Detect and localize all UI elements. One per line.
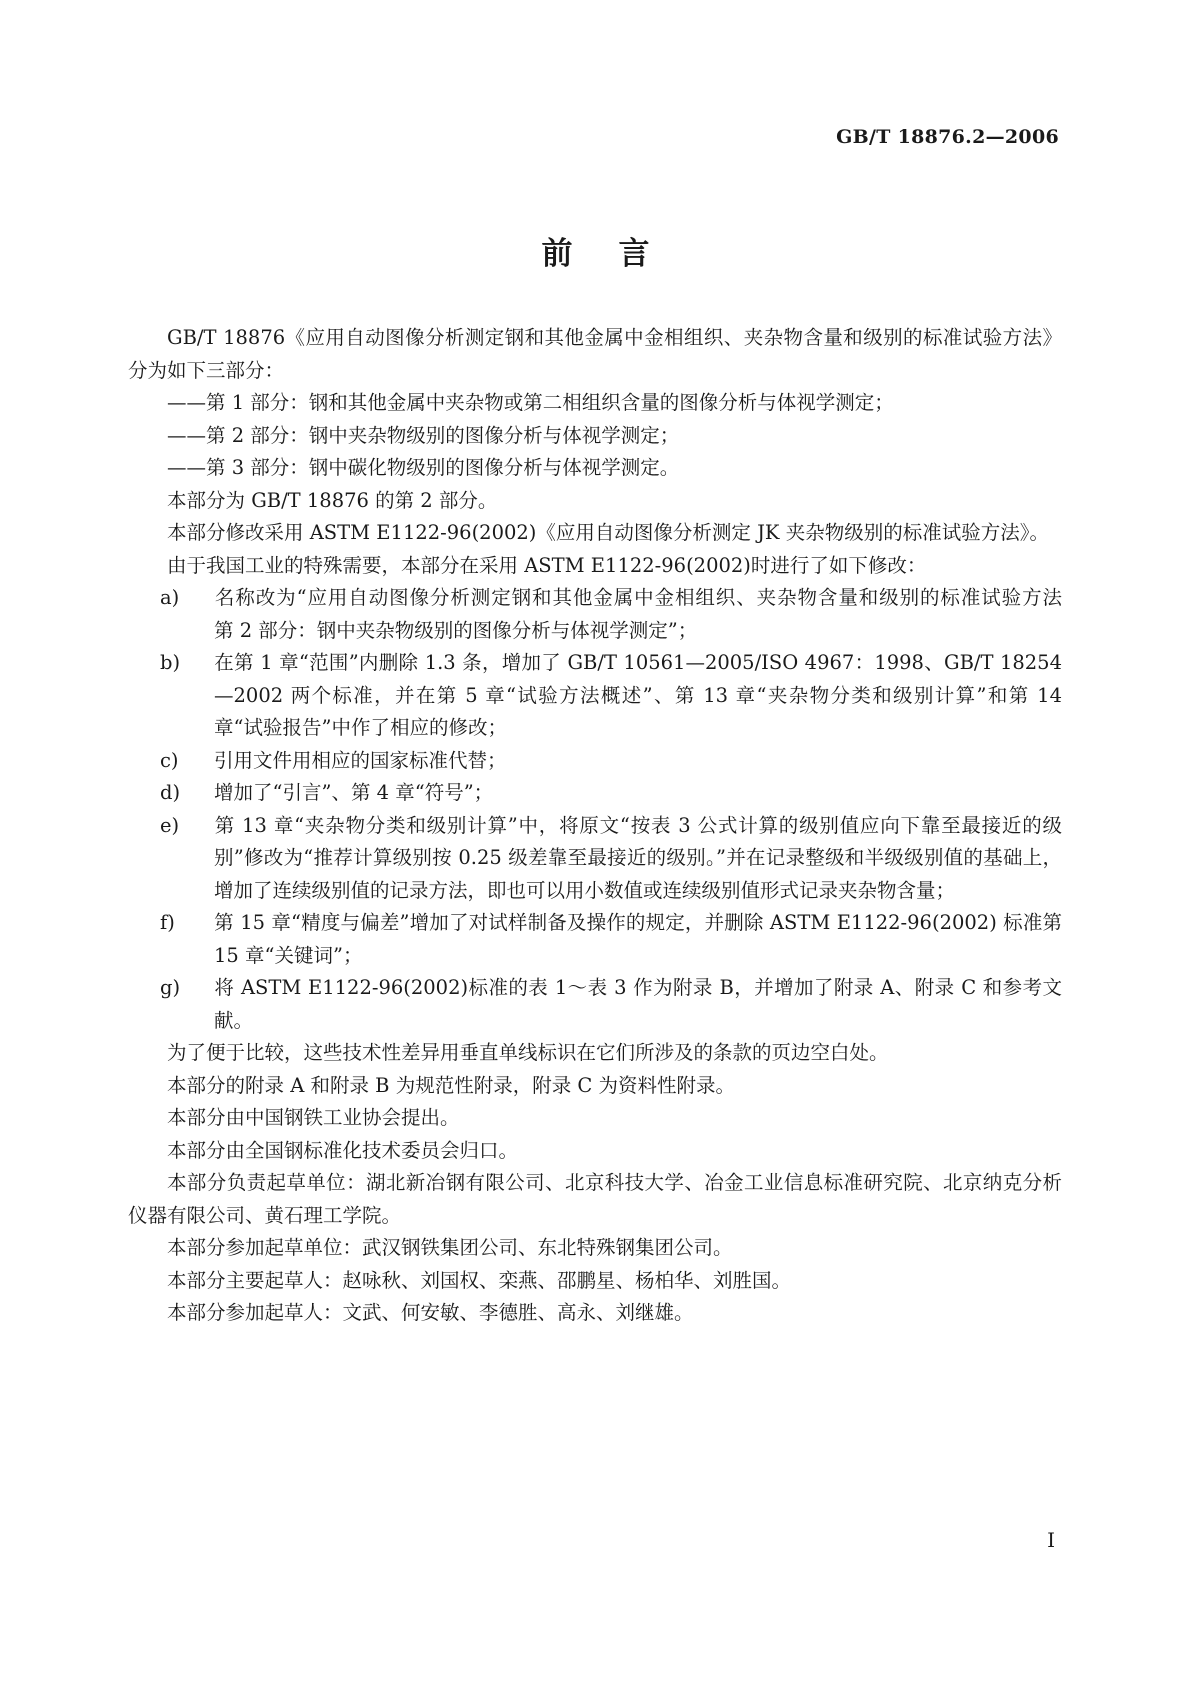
modification-item-b — [128, 647, 1062, 745]
paragraph-participating-units: 本部分参加起草单位：武汉钢铁集团公司、东北特殊钢集团公司。 — [167, 1236, 733, 1259]
item-label: b) — [160, 651, 181, 674]
item-text: 增加了“引言”、第 4 章“符号”； — [214, 781, 494, 804]
paragraph-main-drafters: 本部分主要起草人：赵咏秋、刘国权、栾燕、邵鹏星、杨柏华、刘胜国。 — [167, 1268, 792, 1292]
paragraph-participating-drafters: 本部分参加起草人：文武、何安敏、李德胜、高永、刘继雄。 — [167, 1301, 694, 1324]
paragraph-adoption: 本部分修改采用 ASTM E1122-96(2002)《应用自动图像分析测定 JK 夹杂物级别的标准试验方法》。 — [167, 521, 1049, 544]
item-text: 将 ASTM E1122-96(2002)标准的表 1～表 3 作为附录 B，并增加了附录 A、附录 C 和参考文献。 — [214, 976, 1062, 1032]
paragraph-margin-marks: 为了便于比较，这些技术性差异用垂直单线标识在它们所涉及的条款的页边空白处。 — [167, 1041, 889, 1064]
item-text: 引用文件用相应的国家标准代替； — [214, 748, 507, 772]
modification-item-d — [128, 777, 1062, 810]
page-number: I — [1047, 1528, 1055, 1552]
modification-item-c — [128, 745, 1062, 778]
standard-code: GB/T 18876.2—2006 — [836, 126, 1059, 148]
item-label: a) — [160, 586, 180, 609]
paragraph-committee: 本部分由全国钢标准化技术委员会归口。 — [167, 1138, 519, 1162]
paragraph-part-number: 本部分为 GB/T 18876 的第 2 部分。 — [167, 488, 498, 512]
paragraph-proposer: 本部分由中国钢铁工业协会提出。 — [167, 1106, 460, 1129]
item-label: e) — [160, 813, 180, 837]
page-title: 前言 — [541, 236, 696, 272]
paragraph-drafting-units: 本部分负责起草单位：湖北新冶钢有限公司、北京科技大学、冶金工业信息标准研究院、北京纳克分析仪器有限公司、黄石理工学院。 — [128, 1171, 1062, 1227]
paragraph-annexes: 本部分的附录 A 和附录 B 为规范性附录，附录 C 为资料性附录。 — [167, 1073, 736, 1097]
paragraph-modifications-intro: 由于我国工业的特殊需要，本部分在采用 ASTM E1122-96(2002)时进行了如下修改： — [167, 553, 927, 577]
item-label: g) — [160, 976, 181, 999]
item-text: 名称改为“应用自动图像分析测定钢和其他金属中金相组织、夹杂物含量和级别的标准试验方法 第 2 部分：钢中夹杂物级别的图像分析与体视学测定”； — [214, 586, 1082, 642]
modification-item-e — [128, 810, 1062, 908]
part-list-item-3: ——第 3 部分：钢中碳化物级别的图像分析与体视学测定。 — [167, 456, 680, 479]
modification-item-f — [128, 907, 1062, 972]
part-list-item-2: ——第 2 部分：钢中夹杂物级别的图像分析与体视学测定； — [167, 423, 680, 447]
modification-item-a — [128, 582, 1082, 647]
item-label: c) — [160, 748, 179, 772]
preface-body — [128, 322, 1082, 1330]
part-list-item-1: ——第 1 部分：钢和其他金属中夹杂物或第二相组织含量的图像分析与体视学测定； — [167, 391, 894, 414]
paragraph-intro: GB/T 18876《应用自动图像分析测定钢和其他金属中金相组织、夹杂物含量和级别的标准试验方法》分为如下三部分： — [128, 326, 1062, 382]
item-label: f) — [160, 911, 175, 934]
modification-item-g — [128, 972, 1062, 1037]
item-text: 第 15 章“精度与偏差”增加了对试样制备及操作的规定，并删除 ASTM E1122-96(2002) 标准第 15 章“关键词”； — [214, 911, 1062, 967]
item-label: d) — [160, 781, 181, 804]
item-text: 第 13 章“夹杂物分类和级别计算”中，将原文“按表 3 公式计算的级别值应向下靠至最接近的级别”修改为“推荐计算级别按 0.25 级差靠至最接近的级别。”并在记录整级和半级级别值的基础上，增加了连续级别值的记录方法，即也可以用小数值或连续级别值形式记录夹杂物含量； — [214, 813, 1062, 902]
item-text: 在第 1 章“范围”内删除 1.3 条，增加了 GB/T 10561—2005/ISO 4967：1998、GB/T 18254—2002 两个标准，并在第 5 章“试验方法概述”、第 13 章“夹杂物分类和级别计算”和第 14 章“试验报告”中作了相应的修改； — [214, 651, 1062, 739]
